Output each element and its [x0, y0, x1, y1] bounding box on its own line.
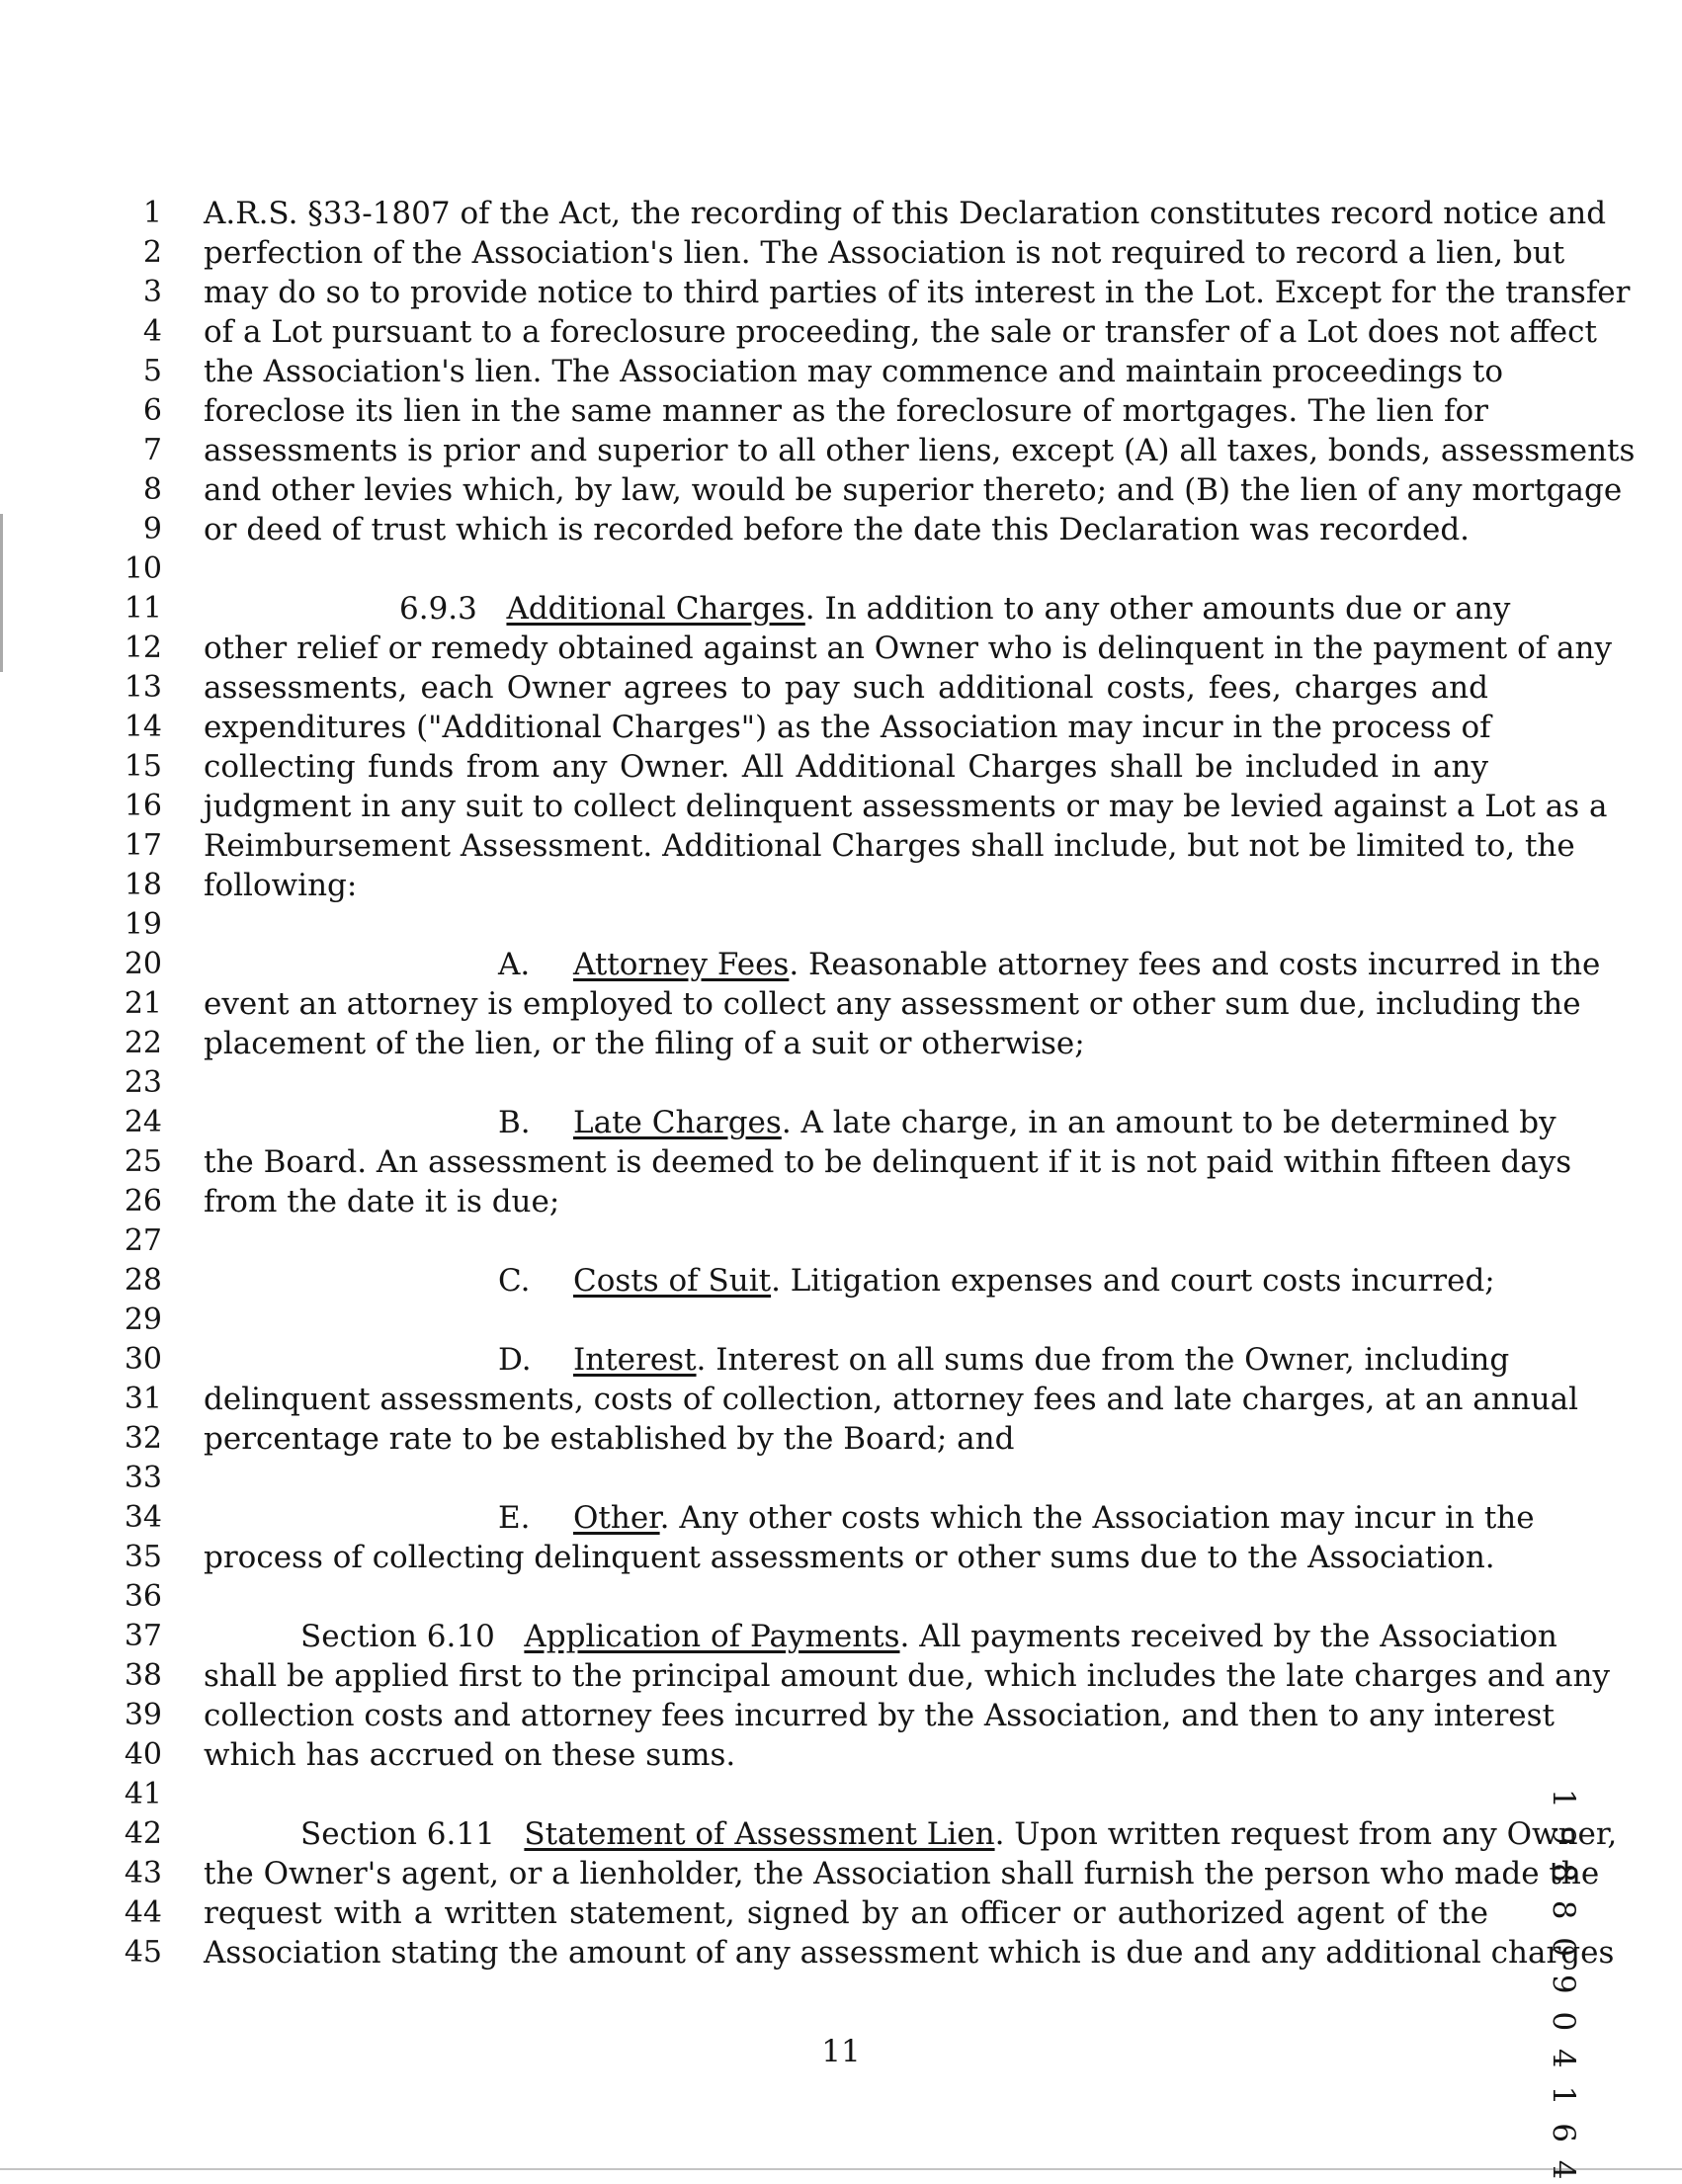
- line-number: 24: [124, 1105, 162, 1139]
- line-number: 2: [142, 235, 162, 270]
- line-number: 38: [124, 1658, 162, 1693]
- section-number: Section 6.11: [300, 1816, 495, 1852]
- line-number: 41: [124, 1777, 162, 1811]
- body-line: assessments, each Owner agrees to pay such additional costs, fees, charges and: [204, 670, 1488, 706]
- item-letter: D.: [498, 1342, 532, 1378]
- line-number: 35: [124, 1540, 162, 1574]
- body-line: following:: [204, 868, 358, 903]
- body-line: foreclose its lien in the same manner as the foreclosure of mortgages. The lien for: [204, 393, 1488, 429]
- body-line: the Board. An assessment is deemed to be delinquent if it is not paid within fifteen days: [204, 1144, 1572, 1180]
- line-number: 44: [124, 1895, 162, 1930]
- body-line: or deed of trust which is recorded before the date this Declaration was recorded.: [204, 512, 1471, 547]
- line-number: 29: [124, 1302, 162, 1337]
- scan-edge-mark: [0, 2168, 1682, 2170]
- body-line: the Association's lien. The Association may commence and maintain proceedings to: [204, 354, 1504, 389]
- line-number: 31: [124, 1382, 162, 1416]
- body-line: from the date it is due;: [204, 1184, 560, 1219]
- body-line: process of collecting delinquent assessments or other sums due to the Association.: [204, 1540, 1495, 1575]
- body-line: which has accrued on these sums.: [204, 1737, 736, 1773]
- body-line: and other levies which, by law, would be superior thereto; and (B) the lien of any mortgage: [204, 472, 1623, 508]
- line-number: 11: [124, 591, 162, 626]
- item-text: . A late charge, in an amount to be determined by: [781, 1105, 1556, 1140]
- item-text: . Interest on all sums due from the Owner, including: [696, 1342, 1510, 1378]
- body-line: judgment in any suit to collect delinquent assessments or may be levied against a Lot as a: [204, 789, 1608, 824]
- body-line: perfection of the Association's lien. The Association is not required to record a lien, but: [204, 235, 1565, 271]
- section-text: . In addition to any other amounts due or any: [804, 591, 1511, 627]
- item-title: Costs of Suit: [573, 1263, 772, 1299]
- heading-6-9-3: [399, 589, 1510, 629]
- line-number: 18: [124, 868, 162, 902]
- line-number: 37: [124, 1619, 162, 1653]
- line-number: 39: [124, 1698, 162, 1732]
- line-number: 26: [124, 1184, 162, 1218]
- body-line: assessments is prior and superior to all other liens, except (A) all taxes, bonds, assessments: [204, 433, 1636, 468]
- body-line: collection costs and attorney fees incurred by the Association, and then to any interest: [204, 1698, 1555, 1733]
- line-number: 4: [142, 314, 162, 349]
- item-title: Interest: [573, 1342, 697, 1378]
- section-title: Additional Charges: [506, 591, 805, 627]
- item-title: Other: [573, 1500, 660, 1536]
- line-number: 15: [124, 749, 162, 784]
- item-letter: A.: [498, 947, 531, 982]
- item-title: Late Charges: [573, 1105, 782, 1140]
- body-line: other relief or remedy obtained against an Owner who is delinquent in the payment of any: [204, 630, 1613, 666]
- body-line: delinquent assessments, costs of collection, attorney fees and late charges, at an annual: [204, 1382, 1579, 1417]
- line-number: 32: [124, 1421, 162, 1456]
- line-number: 17: [124, 828, 162, 863]
- line-number: 23: [124, 1065, 162, 1100]
- section-number: 6.9.3: [399, 591, 477, 627]
- body-line: event an attorney is employed to collect any assessment or other sum due, including the: [204, 986, 1581, 1022]
- item-text: . Litigation expenses and court costs incurred;: [771, 1263, 1495, 1299]
- line-number: 9: [142, 512, 162, 546]
- line-number: 5: [142, 354, 162, 388]
- recording-stamp: 1 9 8 8 0 9 0 4 1 6 4: [1546, 1789, 1581, 2184]
- line-number: 16: [124, 789, 162, 823]
- line-number: 34: [124, 1500, 162, 1535]
- body-line: Reimbursement Assessment. Additional Charges shall include, but not be limited to, the: [204, 828, 1575, 864]
- section-text: . Upon written request from any Owner,: [994, 1816, 1618, 1852]
- line-number: 28: [124, 1263, 162, 1298]
- line-number: 6: [142, 393, 162, 428]
- line-number: 30: [124, 1342, 162, 1377]
- body-line: may do so to provide notice to third parties of its interest in the Lot. Except for the transfer: [204, 275, 1631, 310]
- body-line: request with a written statement, signed by an officer or authorized agent of the: [204, 1895, 1488, 1931]
- line-number: 42: [124, 1816, 162, 1851]
- line-number: 22: [124, 1026, 162, 1060]
- body-line: expenditures ("Additional Charges") as the Association may incur in the process of: [204, 710, 1491, 745]
- item-letter: E.: [498, 1500, 531, 1536]
- line-number: 13: [124, 670, 162, 705]
- section-number: Section 6.10: [300, 1619, 495, 1654]
- item-text: . Reasonable attorney fees and costs incurred in the: [789, 947, 1601, 982]
- section-6-11-heading: [300, 1814, 1617, 1854]
- line-number: 14: [124, 710, 162, 744]
- line-number: 36: [124, 1579, 162, 1614]
- line-number: 43: [124, 1856, 162, 1890]
- section-6-10-heading: [300, 1617, 1557, 1656]
- line-number: 19: [124, 907, 162, 942]
- line-number: 20: [124, 947, 162, 981]
- line-number: 40: [124, 1737, 162, 1772]
- line-number: 21: [124, 986, 162, 1021]
- item-text: . Any other costs which the Association may incur in the: [659, 1500, 1535, 1536]
- item-letter: B.: [498, 1105, 531, 1140]
- item-c-heading: [498, 1261, 1495, 1301]
- body-line: percentage rate to be established by the Board; and: [204, 1421, 1015, 1457]
- item-title: Attorney Fees: [573, 947, 790, 982]
- line-number: 12: [124, 630, 162, 665]
- line-number: 45: [124, 1935, 162, 1970]
- body-line: collecting funds from any Owner. All Additional Charges shall be included in any: [204, 749, 1488, 785]
- line-number: 10: [124, 551, 162, 586]
- line-number: 25: [124, 1144, 162, 1179]
- body-line: A.R.S. §33-1807 of the Act, the recording of this Declaration constitutes record notice and: [204, 196, 1607, 231]
- item-d-heading: [498, 1340, 1509, 1380]
- section-title: Statement of Assessment Lien: [524, 1816, 995, 1852]
- line-number: 1: [142, 196, 162, 230]
- item-letter: C.: [498, 1263, 531, 1299]
- line-number: 27: [124, 1223, 162, 1258]
- line-number: 3: [142, 275, 162, 309]
- section-text: . All payments received by the Association: [899, 1619, 1557, 1654]
- line-number: 7: [142, 433, 162, 467]
- body-line: Association stating the amount of any assessment which is due and any additional charges: [204, 1935, 1615, 1971]
- body-line: of a Lot pursuant to a foreclosure proceeding, the sale or transfer of a Lot does not affect: [204, 314, 1597, 350]
- item-e-heading: [498, 1498, 1535, 1538]
- body-line: the Owner's agent, or a lienholder, the Association shall furnish the person who made the: [204, 1856, 1600, 1891]
- body-line: shall be applied first to the principal amount due, which includes the late charges and any: [204, 1658, 1611, 1694]
- item-b-heading: [498, 1103, 1556, 1142]
- scan-edge-mark: [0, 514, 3, 672]
- line-number: 8: [142, 472, 162, 507]
- item-a-heading: [498, 945, 1600, 984]
- body-line: placement of the lien, or the filing of a suit or otherwise;: [204, 1026, 1085, 1061]
- page-number: 11: [821, 2034, 861, 2069]
- line-number: 33: [124, 1461, 162, 1495]
- section-title: Application of Payments: [524, 1619, 900, 1654]
